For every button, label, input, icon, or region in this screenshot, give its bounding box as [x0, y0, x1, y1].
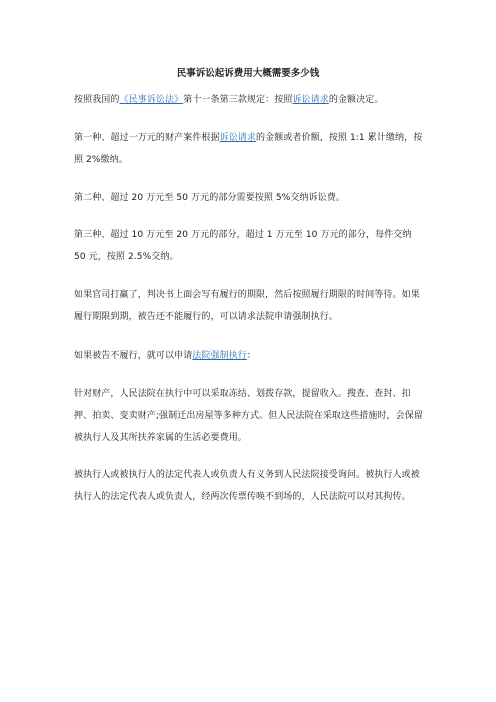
document-title: 民事诉讼起诉费用大概需要多少钱 — [176, 68, 320, 79]
paragraph-7: 针对财产，人民法院在执行中可以采取冻结、划拨存款，提留收入。搜查、查封、扣押、拍卖、变卖财产;强制迁出房屋等多种方式。但人民法院在采取这些措施时，会保留被执行人及其所扶养家属的生活必要费用。 — [74, 389, 423, 443]
paragraph-5: 如果官司打赢了，判决书上面会写有履行的期限，然后按照履行期限的时间等待。如果履行期限到期，被告还不能履行的，可以请求法院申请强制执行。 — [74, 290, 420, 322]
litigation-claim-link-2[interactable]: 诉讼请求 — [219, 133, 257, 143]
paragraph-8: 被执行人或被执行人的法定代表人或负责人有义务到人民法院接受询问。被执行人或被执行人的法定代表人或负责人，经两次传票传唤不到场的，人民法院可以对其拘传。 — [74, 470, 420, 502]
p1-text-2: 第十一条第三款规定：按照 — [183, 95, 293, 105]
p2-text-1: 第一种、超过一万元的财产案件根据 — [74, 133, 220, 143]
p6-text-1: 如果被告不履行，就可以申请 — [74, 351, 193, 361]
paragraph-4: 第三种、超过 10 万元至 20 万元的部分，超过 1 万元至 10 万元的部分，每件交纳 50 元，按照 2.5%交纳。 — [74, 230, 412, 262]
paragraph-3: 第二种、超过 20 万元至 50 万元的部分需要按照 5%交纳诉讼费。 — [74, 193, 345, 203]
court-enforcement-link[interactable]: 法院强制执行 — [192, 351, 247, 361]
p6-text-2: ： — [246, 351, 257, 361]
paragraph-2 — [74, 127, 424, 171]
p1-text-1: 按照我国的 — [74, 95, 120, 105]
civil-procedure-law-link[interactable]: 《民事诉讼法》 — [119, 95, 184, 105]
p1-text-3: 的金额决定。 — [328, 95, 384, 105]
paragraph-6 — [74, 345, 424, 367]
paragraph-1 — [74, 89, 424, 111]
p2-text-2: 的金额或者价额，按照 1:1 累计缴纳，按照 2%缴纳。 — [74, 133, 423, 165]
litigation-claim-link[interactable]: 诉讼请求 — [292, 95, 329, 105]
